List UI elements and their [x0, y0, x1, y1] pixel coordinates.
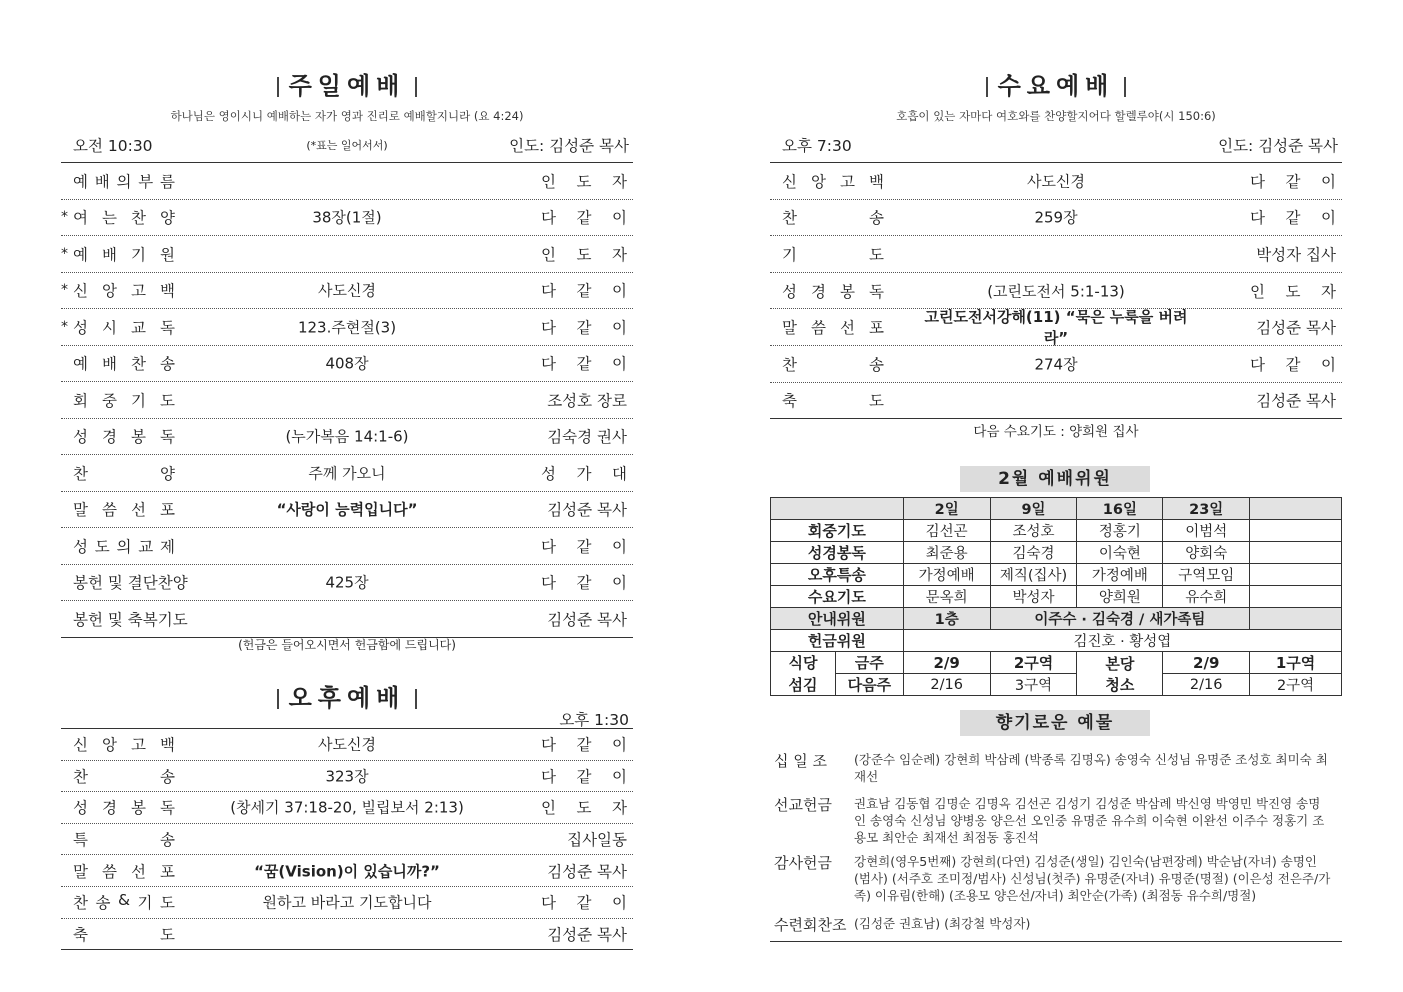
order-item-content: 사도신경: [318, 735, 376, 754]
roster-row: [771, 520, 1342, 542]
order-item-content: 323장: [325, 767, 369, 786]
order-item-name: 성 경 봉 독: [73, 428, 175, 447]
roster-corner: [771, 498, 904, 520]
order-item-leader: 인 도 자: [541, 172, 627, 191]
offering-names: (강준수 임순례) 강현희 박삼례 (박종록 김명옥) 송영숙 신성님 유명준 조성호 최미숙 최재선: [854, 752, 1328, 784]
meal-sub-row: [771, 674, 903, 696]
offerings-bottom-rule: [770, 941, 1342, 942]
roster-cell: [1250, 520, 1342, 542]
roster-cell: 1층: [903, 608, 990, 630]
order-item-leader: 다 같 이: [541, 318, 627, 337]
order-item-leader: 조성호 장로: [547, 391, 627, 410]
sunday-leader: 인도: 김성준 목사: [509, 137, 629, 155]
clean-group: 1구역: [1250, 652, 1342, 674]
title-bar-right: [1124, 77, 1126, 97]
order-item-name: 신 앙 고 백: [73, 736, 175, 755]
roster-cell: 이주수 · 김숙경 / 새가족팀: [990, 608, 1250, 630]
roster-row-label: 안내위원: [771, 608, 904, 630]
meal-sub-row: [771, 652, 903, 674]
meal-label-1: 식당: [771, 652, 836, 674]
sunday-info-row: [61, 130, 633, 156]
roster-cell: 이숙현: [1077, 542, 1163, 564]
standing-marker: *: [61, 245, 68, 262]
order-item-name: 예 배 의 부 름: [73, 172, 175, 191]
sunday-title: [61, 66, 633, 101]
order-item-name: 축 도: [782, 392, 884, 411]
offering-note: (헌금은 들어오시면서 헌금함에 드립니다): [238, 638, 456, 652]
order-item-name: 성 경 봉 독: [782, 282, 884, 301]
roster-date: 23일: [1163, 498, 1250, 520]
order-row: [61, 346, 633, 383]
clean-label: [1077, 652, 1163, 696]
order-row: [61, 528, 633, 565]
order-item-content: “꿈(Vision)이 있습니까?”: [254, 862, 440, 881]
offerings-title: 향기로운 예물: [960, 710, 1150, 736]
order-item-name: 찬 양: [73, 464, 175, 483]
wednesday-verse: 호흡이 있는 자마다 여호와를 찬양할지어다 할렐루야(시 150:6): [896, 109, 1216, 123]
order-row: [61, 419, 633, 456]
order-item-leader: 다 같 이: [541, 894, 627, 913]
order-row: [770, 346, 1342, 383]
order-row: [61, 761, 633, 793]
meal-subtable: [771, 652, 903, 695]
offering-label: 선교헌금: [774, 796, 832, 814]
roster-title: 2월 예배위원: [960, 466, 1150, 492]
order-item-name: 기 도: [782, 245, 884, 264]
order-item-content: 원하고 바라고 기도합니다: [262, 893, 432, 912]
order-item-leader: 다 같 이: [541, 209, 627, 228]
roster-cell: 김선곤: [903, 520, 990, 542]
afternoon-title-text: 오후예배: [288, 684, 406, 712]
roster-cell: 정홍기: [1077, 520, 1163, 542]
roster-meal-row: [771, 652, 1342, 674]
roster-date: 2일: [903, 498, 990, 520]
order-item-leader: 다 같 이: [1250, 355, 1336, 374]
order-row: [61, 729, 633, 761]
roster-cell: 양회숙: [1163, 542, 1250, 564]
roster-date: [1250, 498, 1342, 520]
roster-cell: 양희원: [1077, 586, 1163, 608]
order-item-leader: 박성자 집사: [1256, 245, 1336, 264]
order-item-name: 말 씀 선 포: [782, 319, 884, 338]
clean-date: 2/9: [1163, 652, 1250, 674]
order-row: [770, 383, 1342, 420]
meal-group: 3구역: [990, 674, 1077, 696]
roster-cell: 김숙경: [990, 542, 1077, 564]
roster-date: 16일: [1077, 498, 1163, 520]
order-item-name: 신 앙 고 백: [782, 172, 884, 191]
order-item-name: 성 도 의 교 제: [73, 537, 175, 556]
roster-cell: [1250, 564, 1342, 586]
roster-row-label: 회중기도: [771, 520, 904, 542]
roster-header-row: [771, 498, 1342, 520]
standing-marker: *: [61, 209, 68, 226]
order-item-leader: 집사일동: [567, 831, 627, 850]
order-row: [61, 887, 633, 919]
roster-cell: 제직(집사): [990, 564, 1077, 586]
order-row: [61, 565, 633, 602]
order-item-content: 274장: [1034, 355, 1078, 374]
order-row: [61, 200, 633, 237]
order-row: [61, 236, 633, 273]
order-row: [61, 309, 633, 346]
order-item-name: 말 씀 선 포: [73, 501, 175, 520]
order-item-leader: 다 같 이: [541, 767, 627, 786]
order-item-leader: 김성준 목사: [1256, 392, 1336, 411]
roster-table: [770, 497, 1342, 696]
roster-cell: 박성자: [990, 586, 1077, 608]
order-item-content: 425장: [325, 573, 369, 592]
clean-label-2: 청소: [1105, 675, 1135, 694]
order-item-name: 봉헌 및 결단찬양: [73, 574, 188, 593]
order-item-name: 찬 송: [73, 767, 175, 786]
order-item-leader: 다 같 이: [541, 537, 627, 556]
order-item-leader: 김성준 목사: [547, 925, 627, 944]
order-item-name: 봉헌 및 축복기도: [73, 610, 188, 629]
offering-names: 강현희(영우5번째) 강현희(다연) 김성준(생일) 김인숙(남편장례) 박순남(자녀) 송명인(범사) (서주호 조미정/범사) 신성님(첫주) 유명준(자녀) 유명준(명절) (이은성 전은주/가족) 이유림(한해) (조용모 양은선/자녀) 최안순(가족) (최점동 유수희/명절): [854, 854, 1331, 903]
order-item-name: 예 배 기 원: [73, 245, 175, 264]
sunday-order: [61, 163, 633, 638]
order-item-name: 회 중 기 도: [73, 391, 175, 410]
meal-date: 2/9: [903, 652, 990, 674]
order-row: [61, 163, 633, 200]
order-item-leader: 다 같 이: [541, 355, 627, 374]
sunday-title-text: 주일예배: [288, 72, 406, 100]
order-item-name: 말 씀 선 포: [73, 862, 175, 881]
order-row: [61, 492, 633, 529]
afternoon-time: 오후 1:30: [559, 711, 629, 729]
roster-row-label: 성경봉독: [771, 542, 904, 564]
order-item-leader: 다 같 이: [541, 282, 627, 301]
offering-names: 권효남 김동협 김명순 김명옥 김선곤 김성기 김성준 박삼례 박신영 박영민 박진영 송명인 송영숙 신성님 양병옹 양은선 오인중 유명준 유수희 이숙현 이완선 이주수 정홍기 조용모 최안순 최재선 최점동 홍진석: [854, 796, 1325, 845]
order-row: [770, 236, 1342, 273]
order-row: [61, 792, 633, 824]
order-row: [770, 200, 1342, 237]
wednesday-title: [770, 66, 1342, 101]
order-item-leader: 김숙경 권사: [547, 428, 627, 447]
order-item-name: 신 앙 고 백: [73, 282, 175, 301]
order-item-content: 고린도전서강해(11) “묵은 누룩을 버려라”: [924, 308, 1188, 348]
roster-row-label: 수요기도: [771, 586, 904, 608]
order-row: [61, 273, 633, 310]
offering-label: 감사헌금: [774, 854, 832, 872]
order-item-name: 찬 송: [782, 355, 884, 374]
meal-date: 2/16: [903, 674, 990, 696]
meal-label-2: 섬김: [771, 674, 836, 696]
order-item-name: 축 도: [73, 925, 175, 944]
roster-cell: 이범석: [1163, 520, 1250, 542]
roster-row-label: 오후특송: [771, 564, 904, 586]
roster-cell: 구역모임: [1163, 564, 1250, 586]
roster-cell: [1250, 586, 1342, 608]
meal-group: 2구역: [990, 652, 1077, 674]
roster-row: [771, 586, 1342, 608]
order-item-leader: 인 도 자: [541, 245, 627, 264]
order-item-leader: 인 도 자: [541, 799, 627, 818]
order-item-name: 특 송: [73, 831, 175, 850]
stand-note: (*표는 일어서서): [306, 139, 388, 152]
order-item-leader: 다 같 이: [1250, 172, 1336, 191]
order-item-leader: 다 같 이: [541, 574, 627, 593]
roster-cell: 가정예배: [903, 564, 990, 586]
roster-cell: 문옥희: [903, 586, 990, 608]
order-row: [61, 382, 633, 419]
order-item-content: (창세기 37:18-20, 빌립보서 2:13): [230, 798, 464, 817]
order-item-content: 408장: [325, 354, 369, 373]
roster-row-label: 헌금위원: [771, 630, 904, 652]
roster-row: [771, 542, 1342, 564]
order-row: [770, 163, 1342, 200]
wednesday-info-row: [770, 130, 1342, 156]
roster-cell: 가정예배: [1077, 564, 1163, 586]
clean-date: 2/16: [1163, 674, 1250, 696]
order-item-name: 성 경 봉 독: [73, 799, 175, 818]
order-item-name: 찬 송 & 기 도: [73, 891, 175, 913]
roster-cell: [1250, 542, 1342, 564]
meal-label: [771, 652, 904, 696]
order-item-content: 사도신경: [1027, 172, 1085, 191]
roster-cell: 김진호 · 황성엽: [903, 630, 1341, 652]
next-wednesday-prayer: 다음 수요기도 : 양희원 집사: [973, 424, 1139, 440]
wednesday-order: [770, 163, 1342, 419]
order-item-leader: 김성준 목사: [547, 501, 627, 520]
wednesday-leader: 인도: 김성준 목사: [1218, 137, 1338, 155]
afternoon-order: [61, 729, 633, 950]
order-item-leader: 다 같 이: [1250, 209, 1336, 228]
meal-next-week: 다음주: [847, 676, 892, 694]
order-item-name: 예 배 찬 송: [73, 355, 175, 374]
clean-group: 2구역: [1250, 674, 1342, 696]
meal-this-week: 금주: [836, 652, 903, 674]
roster-offering-row: [771, 630, 1342, 652]
sunday-time: 오전 10:30: [73, 137, 153, 155]
standing-marker: *: [61, 318, 68, 335]
order-item-leader: 김성준 목사: [1256, 319, 1336, 338]
title-bar-left: [277, 77, 279, 97]
roster-cell: [1250, 608, 1342, 630]
order-item-name: 성 시 교 독: [73, 318, 175, 337]
roster-row: [771, 564, 1342, 586]
sunday-verse: 하나님은 영이시니 예배하는 자가 영과 진리로 예배할지니라 (요 4:24): [170, 109, 524, 123]
offering-names: (김성준 권효남) (최강철 박성자): [854, 916, 1031, 931]
order-row: [61, 855, 633, 887]
order-item-content: 사도신경: [318, 281, 376, 300]
wednesday-time: 오후 7:30: [782, 137, 852, 155]
standing-marker: *: [61, 282, 68, 299]
roster-cell: 조성호: [990, 520, 1077, 542]
order-item-content: 38장(1절): [312, 208, 382, 227]
title-bar-left: [986, 77, 988, 97]
order-item-leader: 인 도 자: [1250, 282, 1336, 301]
order-row: [61, 919, 633, 951]
roster-usher-row: [771, 608, 1342, 630]
order-item-name: 여 는 찬 양: [73, 209, 175, 228]
roster-date: 9일: [990, 498, 1077, 520]
order-item-leader: 김성준 목사: [547, 862, 627, 881]
order-item-content: 123.주현절(3): [297, 318, 397, 337]
clean-label-1: 본당: [1105, 654, 1135, 673]
order-item-content: (고린도전서 5:1-13): [987, 282, 1125, 301]
order-item-content: 259장: [1034, 208, 1078, 227]
wednesday-title-text: 수요예배: [997, 72, 1115, 100]
order-item-leader: 성 가 대: [541, 464, 627, 483]
order-row: [61, 601, 633, 638]
offering-label: 십 일 조: [774, 752, 828, 770]
roster-cell: 유수희: [1163, 586, 1250, 608]
order-item-content: 주께 가오니: [308, 464, 386, 483]
order-item-leader: 김성준 목사: [547, 610, 627, 629]
offering-label: 수련회찬조: [774, 916, 847, 934]
order-item-content: “사랑이 능력입니다”: [276, 500, 418, 519]
order-item-name: 찬 송: [782, 209, 884, 228]
order-item-leader: 다 같 이: [541, 736, 627, 755]
title-bar-right: [415, 77, 417, 97]
order-item-content: (누가복음 14:1-6): [285, 427, 409, 446]
roster-cell: 최준용: [903, 542, 990, 564]
order-row: [770, 273, 1342, 310]
order-row: [770, 309, 1342, 346]
order-row: [61, 824, 633, 856]
order-row: [61, 455, 633, 492]
